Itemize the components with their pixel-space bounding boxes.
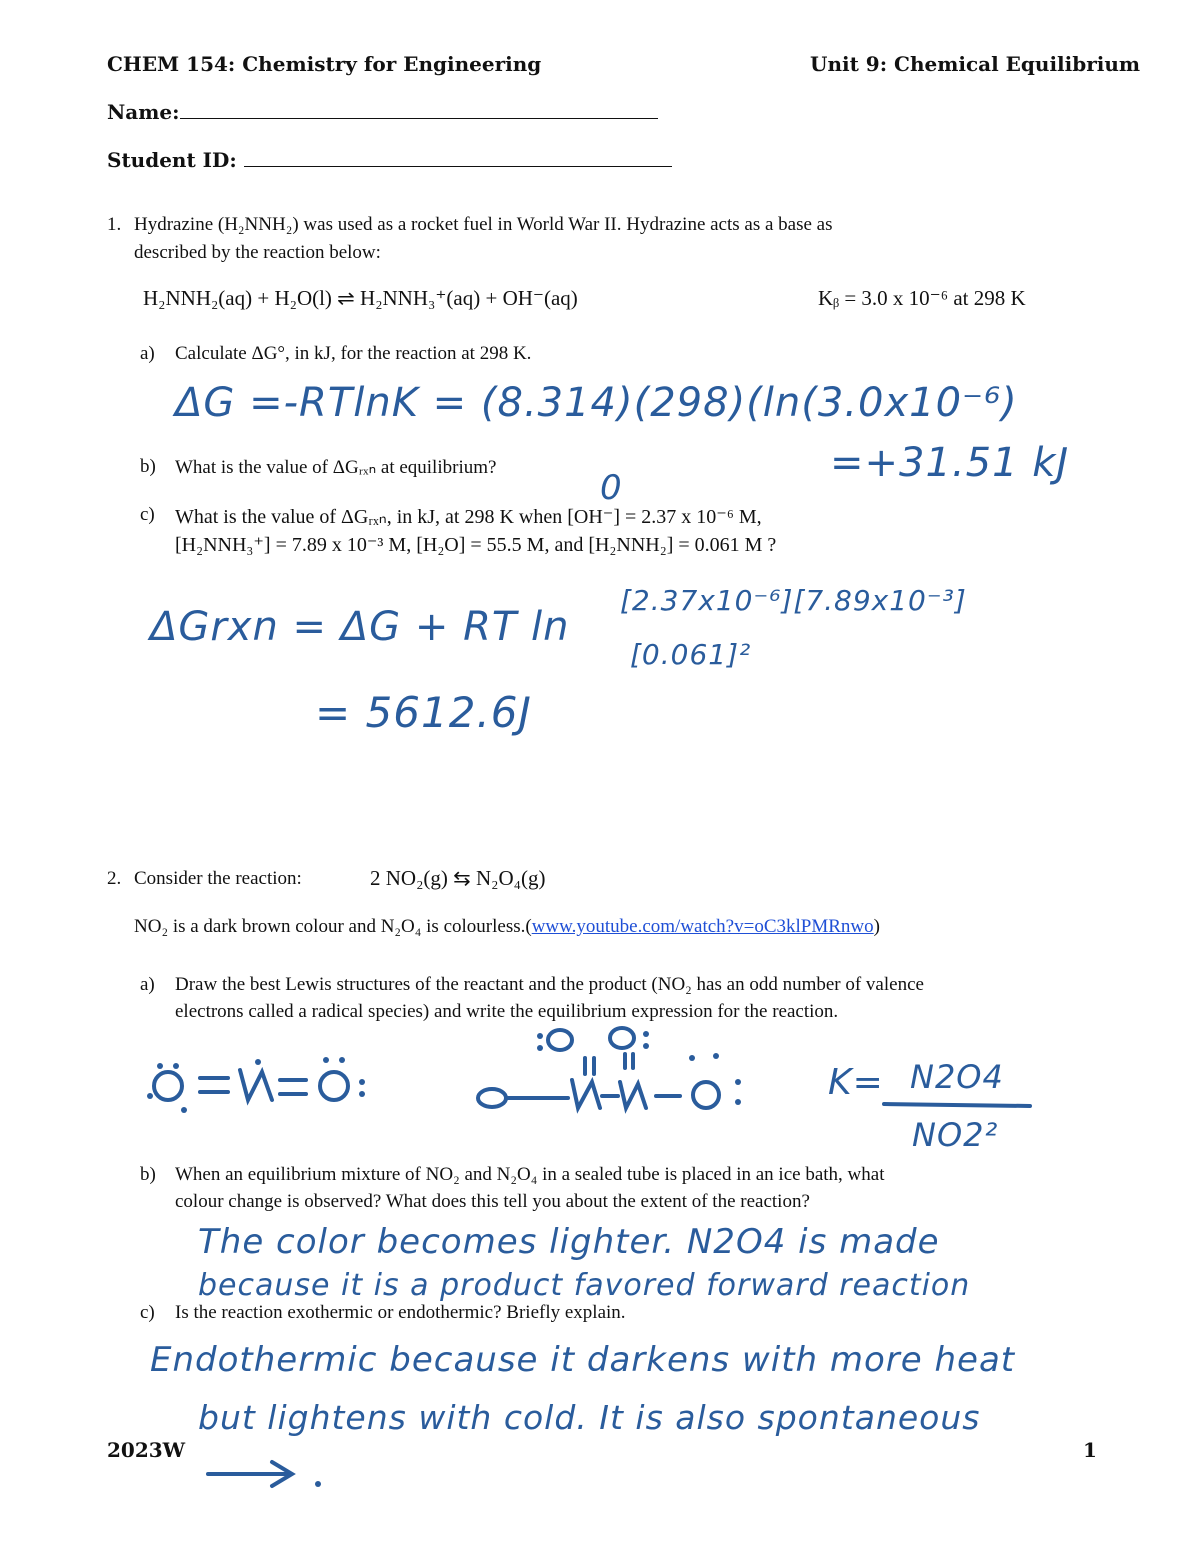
hw-oxygen-left — [154, 1072, 182, 1100]
hw-q2c-line1: Endothermic because it darkens with more heat — [150, 1340, 1016, 1380]
q1b-label: b) — [140, 456, 156, 477]
page-number: 1 — [1083, 1438, 1097, 1462]
q2-colour-end: ) — [873, 916, 880, 937]
q1c-text-line1: What is the value of ΔGᵣₓₙ, in kJ, at 298 K when [OH⁻] = 2.37 x 10⁻⁶ M, — [175, 506, 762, 528]
q2a-line2: electrons called a radical species) and write the equilibrium expression for the reaction. — [175, 1001, 839, 1022]
q2-reaction: 2 NO₂(g) ⇆ N₂O₄(g) — [370, 866, 546, 890]
name-label: Name: — [107, 100, 180, 124]
hw-q1a-line1: ΔG =-RTlnK = (8.314)(298)(ln(3.0x10⁻⁶) — [175, 380, 1018, 426]
hw-q2c-arrow — [330, 1458, 332, 1459]
hw-q1c-result: = 5612.6J — [315, 688, 532, 737]
q1a-text: Calculate ΔG°, in kJ, for the reaction at 298 K. — [175, 343, 532, 364]
hw-q2b-line2: because it is a product favored forward reaction — [198, 1268, 971, 1303]
hw-nitrogen — [240, 1070, 272, 1100]
q1-number: 1. — [107, 214, 122, 235]
q2b-label: b) — [140, 1164, 156, 1185]
q1c-text-line2: [H₂NNH₃⁺] = 7.89 x 10⁻³ M, [H₂O] = 55.5 M, and [H₂NNH₂] = 0.061 M ? — [175, 534, 777, 556]
hw-q2a-numerator: N2O4 — [910, 1058, 1004, 1096]
q1-reaction: H₂NNH₂(aq) + H₂O(l) ⇌ H₂NNH₃⁺(aq) + OH⁻(aq) — [143, 286, 578, 310]
q2b-line1: When an equilibrium mixture of NO₂ and N₂O₄ in a sealed tube is placed in an ice bath, what — [175, 1164, 885, 1185]
q2c-text: Is the reaction exothermic or endothermic? Briefly explain. — [175, 1302, 626, 1323]
q2a-line1: Draw the best Lewis structures of the reactant and the product (NO₂ has an odd number of valence — [175, 974, 924, 995]
q1-kb: Kᵦ = 3.0 x 10⁻⁶ at 298 K — [818, 286, 1026, 310]
q1c-label: c) — [140, 504, 155, 525]
q1-intro-line1: Hydrazine (H₂NNH₂) was used as a rocket fuel in World War II. Hydrazine acts as a base as — [134, 214, 833, 235]
q1b-text: What is the value of ΔGᵣₓₙ at equilibrium? — [175, 457, 497, 478]
unit-title: Unit 9: Chemical Equilibrium — [810, 52, 1141, 76]
q2b-line2: colour change is observed? What does this tell you about the extent of the reaction? — [175, 1191, 810, 1212]
hw-q2a-k: K= — [828, 1062, 884, 1103]
q1a-label: a) — [140, 343, 155, 364]
hw-q1c-line1: ΔGrxn = ΔG + RT ln — [150, 604, 570, 650]
hw-q1a-line2: =+31.51 kJ — [830, 440, 1070, 486]
hw-q1b-answer: 0 — [600, 468, 623, 508]
hw-oxygen-right — [320, 1072, 348, 1100]
q2-number: 2. — [107, 868, 122, 889]
hw-q1c-numerator: [2.37x10⁻⁶][7.89x10⁻³] — [620, 584, 967, 617]
q2c-label: c) — [140, 1302, 155, 1323]
q2-intro: Consider the reaction: — [134, 868, 302, 889]
student-id-label: Student ID: — [107, 148, 237, 172]
hw-q2c-line2: but lightens with cold. It is also spontaneous — [198, 1398, 981, 1437]
q1-intro-line2: described by the reaction below: — [134, 242, 381, 263]
q2a-label: a) — [140, 974, 155, 995]
hw-q1c-denominator: [0.061]² — [630, 638, 752, 671]
hw-q2b-line1: The color becomes lighter. N2O4 is made — [198, 1222, 940, 1262]
footer-term: 2023W — [107, 1438, 186, 1462]
q2-colour-text: NO₂ is a dark brown colour and N₂O₄ is colourless.( — [134, 916, 532, 937]
hw-q2a-denominator: NO2² — [912, 1116, 999, 1154]
course-title: CHEM 154: Chemistry for Engineering — [107, 52, 542, 76]
youtube-link[interactable]: www.youtube.com/watch?v=oC3klPMRnwo — [531, 916, 874, 937]
